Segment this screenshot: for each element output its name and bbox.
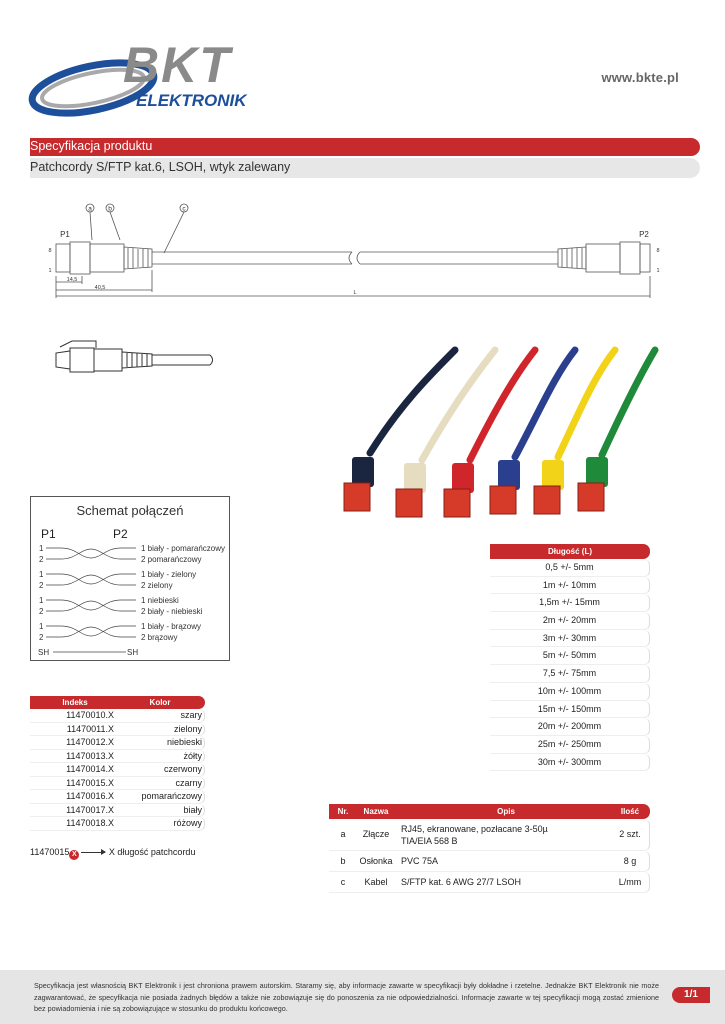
table-row bbox=[329, 872, 650, 893]
length-row: 3m +/- 30mm bbox=[490, 630, 650, 648]
callout-b: b bbox=[108, 205, 112, 213]
disclaimer-text: Specyfikacja jest własnością BKT Elektronik i jest chroniona prawem autorskim. Staramy się, aby informacje zawarte w specyfikacji były dokładne i rzetelne. Jednakże BKT Elektronik nie może zagwarantować, że specyfikacja nie posiada żadnych błędów a także nie zobowiązuje się do ponoszenia za nie odpowiedzialności. Informacje zawarte w tej specyfikacji mogą zostać zmienione bez powiadomienia i nie są zobowiązujące w stosunku do produktu końcowego. bbox=[34, 981, 659, 1013]
pattern-label: X długość patchcordu bbox=[108, 847, 196, 857]
patchcord-technical-drawing bbox=[40, 198, 675, 308]
colour-cell: różowy bbox=[173, 818, 202, 828]
quantity-cell: 8 g bbox=[623, 856, 637, 866]
plug-side-view-drawing bbox=[52, 335, 222, 383]
index-cell: 11470018.X bbox=[66, 818, 114, 828]
table-row bbox=[30, 790, 205, 804]
spec-title: Specyfikacja produktu bbox=[30, 139, 153, 153]
colour-cell: biały bbox=[183, 804, 202, 815]
pair2-pin2-left: 2 bbox=[39, 581, 44, 590]
pattern-code: 11470015 bbox=[30, 847, 70, 857]
patchcord-colours-photo bbox=[330, 345, 680, 530]
logo-elektronik-text: ELEKTRONIK bbox=[136, 91, 247, 110]
quantity-cell: L/mm bbox=[618, 877, 642, 887]
p2-label: P2 bbox=[639, 230, 649, 239]
wiring-schema-title: Schemat połączeń bbox=[76, 503, 184, 518]
pair4-pin1-left: 1 bbox=[39, 622, 44, 631]
index-colour-table bbox=[30, 696, 205, 831]
length-row: 10m +/- 100mm bbox=[490, 683, 650, 701]
sh-left: SH bbox=[38, 648, 50, 657]
schema-p1-label: P1 bbox=[41, 527, 56, 541]
table-row bbox=[30, 777, 205, 791]
colour-cell: czerwony bbox=[163, 764, 202, 774]
table-row bbox=[30, 763, 205, 777]
nr-column-header: Nr. bbox=[337, 807, 349, 816]
order-code-pattern bbox=[30, 847, 195, 860]
pair3-line1: 1 niebieski bbox=[141, 596, 179, 605]
index-cell: 11470011.X bbox=[66, 723, 114, 734]
quantity-column-header: Ilość bbox=[620, 807, 640, 816]
name-cell: Kabel bbox=[364, 877, 388, 887]
length-row: 2m +/- 20mm bbox=[490, 612, 650, 630]
length-row: 20m +/- 200mm bbox=[490, 718, 650, 736]
x-badge-icon: X bbox=[69, 850, 79, 860]
page-number: 1/1 bbox=[672, 987, 710, 1003]
length-row: 15m +/- 150mm bbox=[490, 701, 650, 719]
description-cell-line2: TIA/EIA 568 B bbox=[401, 836, 458, 846]
callout-a: a bbox=[88, 205, 92, 213]
right-pin-8: 8 bbox=[656, 248, 660, 254]
index-table-header bbox=[30, 696, 205, 709]
length-row: 5m +/- 50mm bbox=[490, 647, 650, 665]
pair1-pin1-left: 1 bbox=[39, 544, 44, 553]
left-pin-8: 8 bbox=[48, 248, 52, 254]
length-row: 1,5m +/- 15mm bbox=[490, 594, 650, 612]
p1-label: P1 bbox=[60, 230, 70, 239]
index-cell: 11470012.X bbox=[66, 737, 114, 747]
pair2-pin1-left: 1 bbox=[39, 570, 44, 579]
description-cell: S/FTP kat. 6 AWG 27/7 LSOH bbox=[401, 877, 522, 887]
sh-right: SH bbox=[127, 648, 139, 657]
table-row bbox=[30, 817, 205, 831]
quantity-cell: 2 szt. bbox=[619, 829, 641, 839]
colour-column-header: Kolor bbox=[149, 698, 171, 707]
pair3-pin1-left: 1 bbox=[39, 596, 44, 605]
left-pin-1: 1 bbox=[48, 268, 52, 274]
arrow-right-icon bbox=[81, 852, 105, 853]
description-cell: RJ45, ekranowane, pozłacane 3-50µ bbox=[401, 824, 548, 834]
index-cell: 11470014.X bbox=[66, 764, 114, 774]
table-row bbox=[30, 709, 205, 723]
length-row: 1m +/- 10mm bbox=[490, 577, 650, 595]
product-title: Patchcordy S/FTP kat.6, LSOH, wtyk zalewany bbox=[30, 160, 291, 174]
components-table bbox=[329, 804, 650, 893]
pair1-line1: 1 biały - pomarańczowy bbox=[141, 544, 226, 553]
pair4-line1: 1 biały - brązowy bbox=[141, 622, 202, 631]
nr-cell: a bbox=[340, 829, 346, 839]
length-row: 25m +/- 250mm bbox=[490, 736, 650, 754]
footer-disclaimer-band bbox=[0, 970, 725, 1024]
pair4-line2: 2 brązowy bbox=[141, 633, 178, 642]
pair3-line2: 2 biały - niebieski bbox=[141, 607, 203, 616]
table-row bbox=[329, 851, 650, 872]
colour-cell: czarny bbox=[175, 777, 202, 788]
wiring-schema bbox=[30, 496, 230, 661]
length-header: Długość (L) bbox=[490, 544, 650, 559]
length-table bbox=[490, 544, 650, 771]
nr-cell: c bbox=[340, 877, 346, 887]
colour-cell: żółty bbox=[183, 750, 202, 761]
description-cell: PVC 75A bbox=[401, 856, 439, 866]
index-cell: 11470017.X bbox=[66, 804, 114, 815]
colour-cell: pomarańczowy bbox=[141, 791, 202, 801]
table-row bbox=[30, 750, 205, 764]
spec-title-bar bbox=[30, 138, 700, 156]
index-column-header: Indeks bbox=[62, 698, 88, 707]
bkt-elektronik-logo bbox=[28, 32, 298, 124]
product-title-bar bbox=[30, 158, 700, 178]
description-column-header: Opis bbox=[497, 807, 515, 816]
components-table-header bbox=[329, 804, 650, 819]
pair2-line2: 2 zielony bbox=[141, 581, 173, 590]
length-row: 7,5 +/- 75mm bbox=[490, 665, 650, 683]
table-row bbox=[329, 819, 650, 851]
index-cell: 11470013.X bbox=[66, 750, 114, 761]
table-row bbox=[30, 723, 205, 737]
index-cell: 11470010.X bbox=[66, 710, 114, 720]
pair3-pin2-left: 2 bbox=[39, 607, 44, 616]
logo-bkt-text: BKT bbox=[123, 37, 232, 93]
table-row bbox=[30, 736, 205, 750]
name-cell: Osłonka bbox=[359, 856, 393, 866]
colour-cell: zielony bbox=[173, 723, 202, 734]
pair4-pin2-left: 2 bbox=[39, 633, 44, 642]
length-row: 30m +/- 300mm bbox=[490, 754, 650, 772]
dimension-40-5: 40,5 bbox=[94, 285, 106, 291]
table-row bbox=[30, 804, 205, 818]
dimension-length: L bbox=[353, 290, 357, 296]
colour-cell: niebieski bbox=[166, 737, 202, 747]
index-cell: 11470015.X bbox=[66, 777, 114, 788]
nr-cell: b bbox=[340, 856, 346, 866]
index-cell: 11470016.X bbox=[66, 791, 114, 801]
length-row: 0,5 +/- 5mm bbox=[490, 559, 650, 577]
pair1-line2: 2 pomarańczowy bbox=[141, 555, 202, 564]
schema-p2-label: P2 bbox=[113, 527, 128, 541]
name-cell: Złącze bbox=[362, 829, 390, 839]
right-pin-1: 1 bbox=[656, 268, 660, 274]
pair2-line1: 1 biały - zielony bbox=[141, 570, 197, 579]
colour-cell: szary bbox=[180, 710, 202, 720]
pair1-pin2-left: 2 bbox=[39, 555, 44, 564]
callout-c: c bbox=[182, 205, 186, 213]
dimension-14-5: 14,5 bbox=[66, 277, 78, 283]
website-url[interactable]: www.bkte.pl bbox=[601, 70, 679, 85]
name-column-header: Nazwa bbox=[363, 807, 389, 816]
